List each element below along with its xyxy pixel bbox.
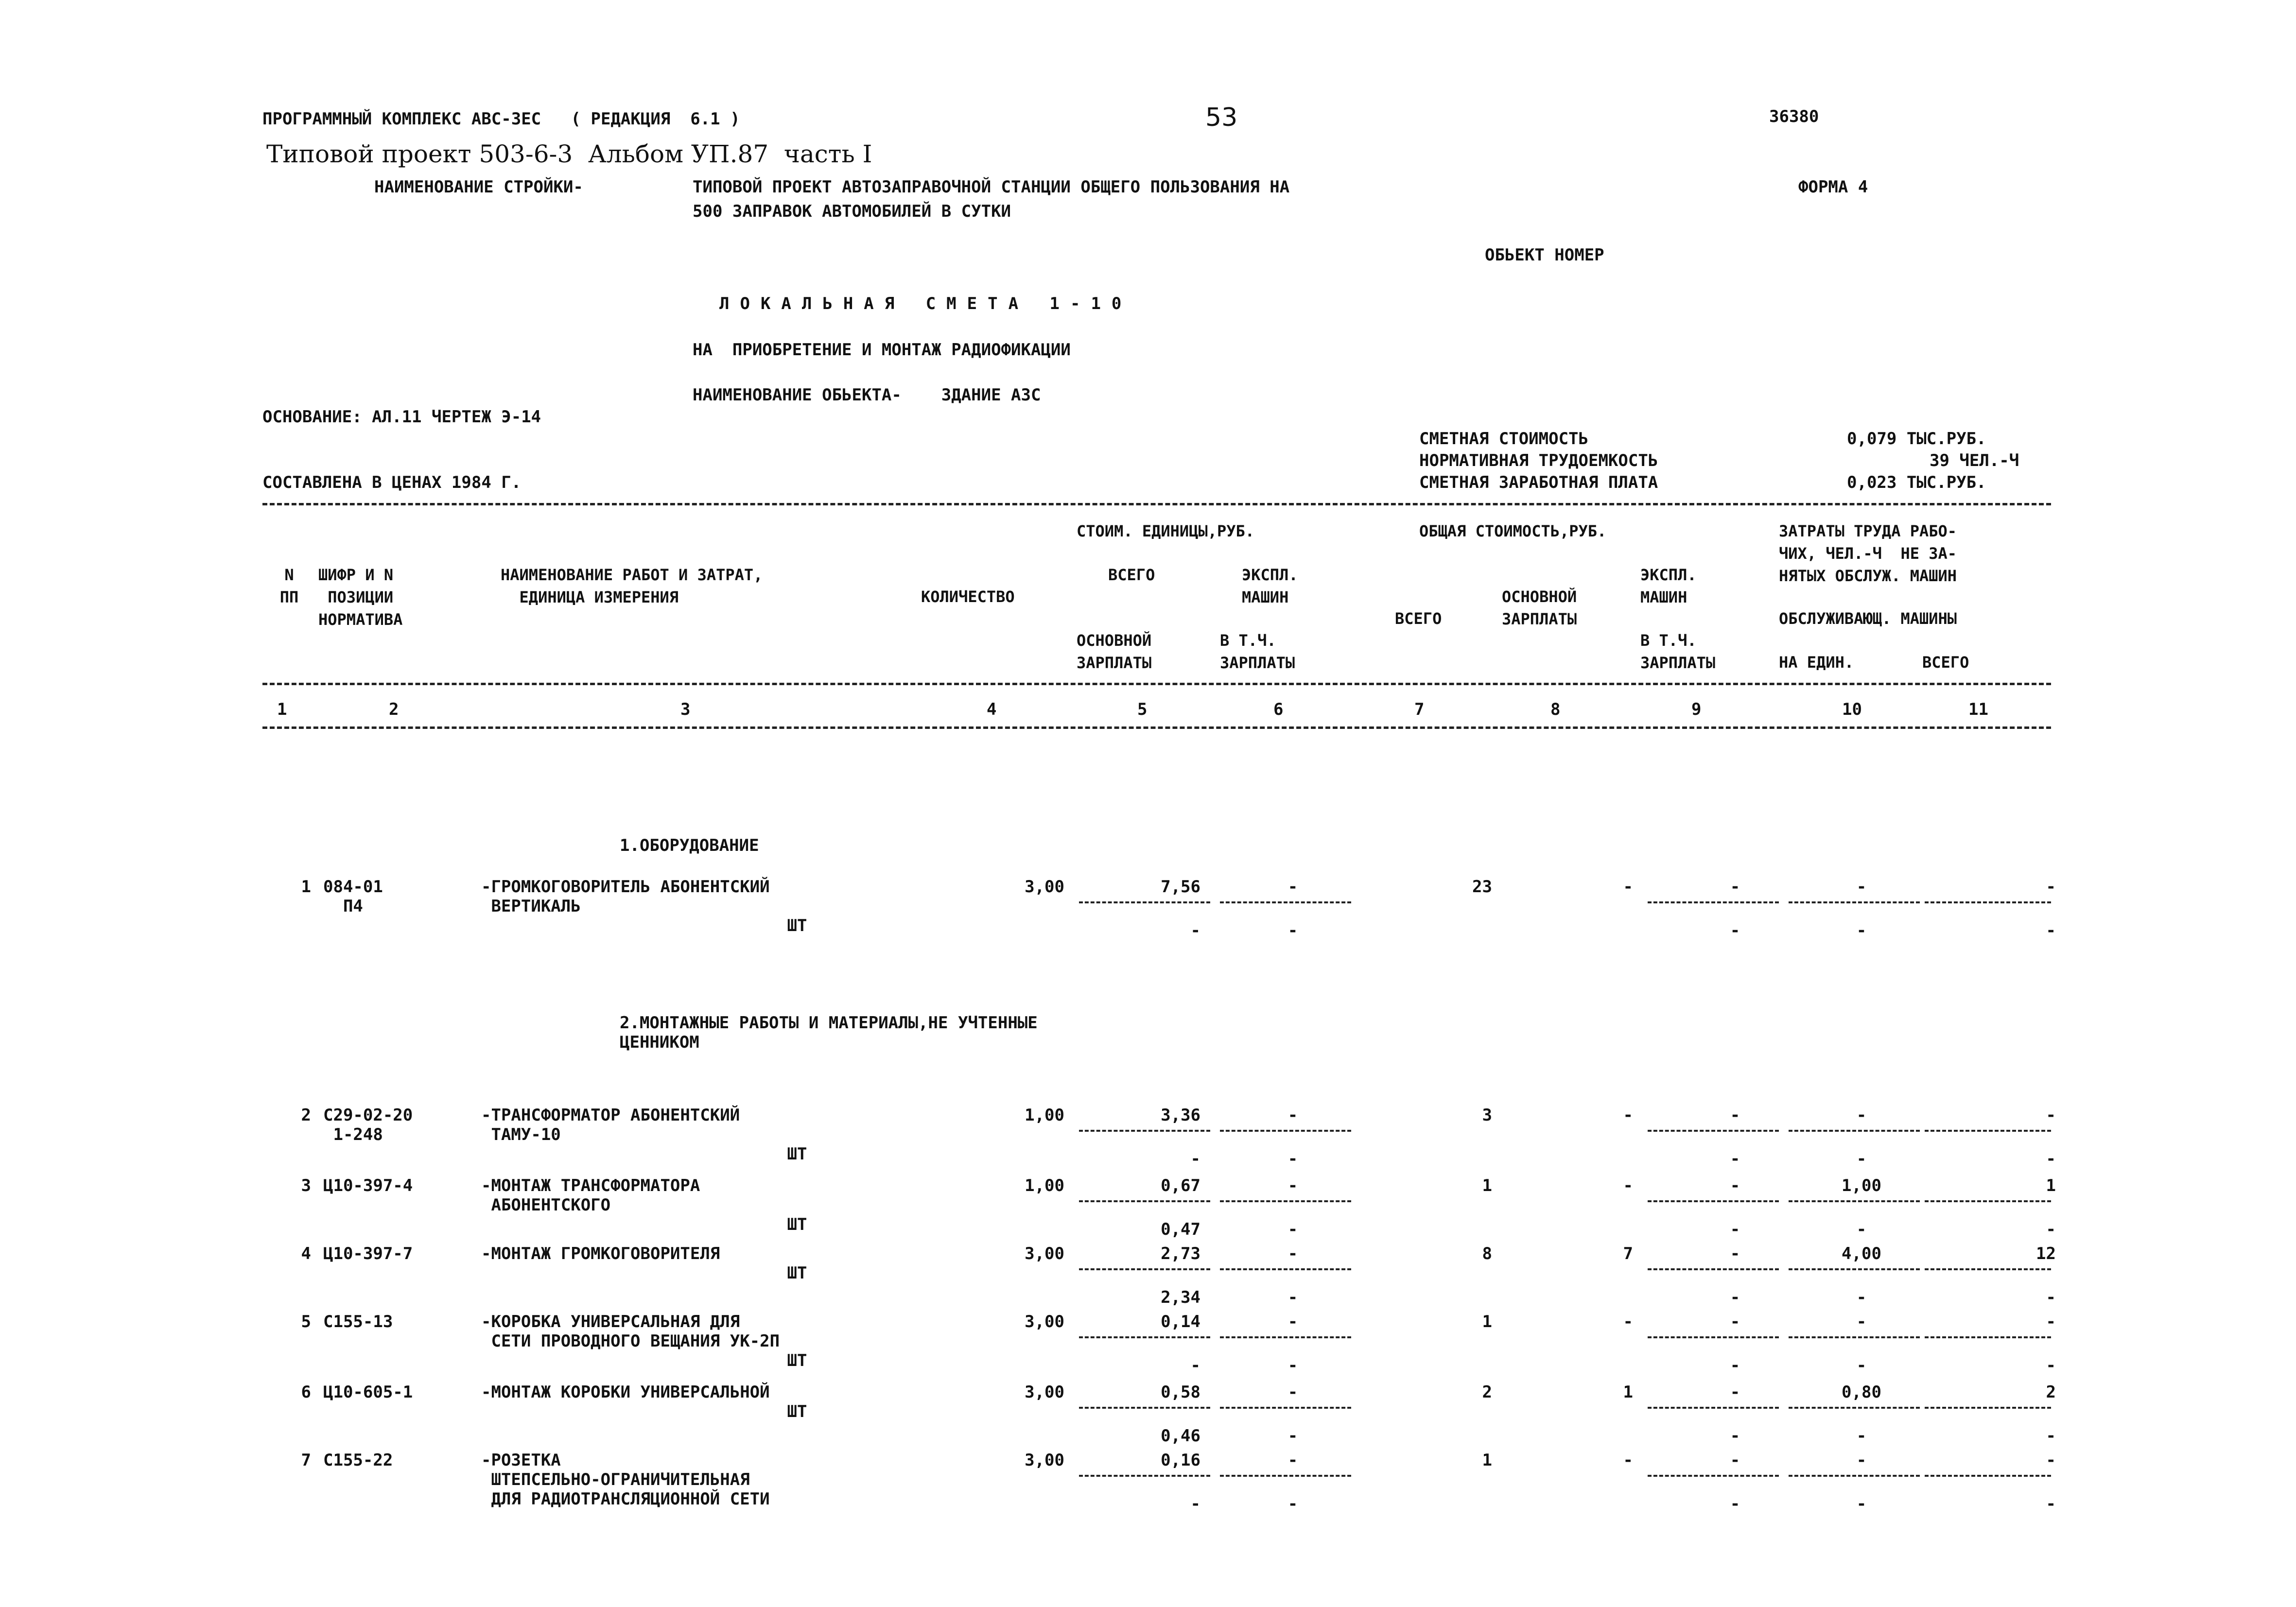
estimate-subtitle: НА ПРИОБРЕТЕНИЕ И МОНТАЖ РАДИОФИКАЦИИ [693, 340, 1071, 360]
row-unit-total: 0,16 [1161, 1451, 1200, 1470]
header-col-per-unit: НА ЕДИН. [1779, 653, 1854, 672]
column-number: 9 [1691, 700, 1702, 719]
column-number-rule [262, 726, 2051, 729]
header-col-unit-wage: ОСНОВНОЙ ЗАРПЛАТЫ [1077, 631, 1152, 672]
cell-divider [1220, 1130, 1351, 1132]
cell-divider [1789, 1268, 1920, 1270]
row-quantity: 3,00 [1025, 1244, 1064, 1263]
construction-name-1: ТИПОВОЙ ПРОЕКТ АВТОЗАПРАВОЧНОЙ СТАНЦИИ ОБЩЕГО ПОЛЬЗОВАНИЯ НА [693, 177, 1290, 197]
row-labor-sub: - [1856, 1494, 1867, 1514]
header-col-code: ШИФР И N ПОЗИЦИИ НОРМАТИВА [318, 566, 403, 629]
row-labor-total: - [2046, 1451, 2056, 1470]
cell-divider [1220, 1200, 1351, 1202]
row-unit-wage: 0,47 [1161, 1220, 1200, 1239]
row-labor-per-unit: 0,80 [1842, 1382, 1881, 1402]
row-total-wage: - [1623, 1176, 1633, 1195]
cell-divider [1789, 1336, 1920, 1338]
construction-name-2: 500 ЗАПРАВОК АВТОМОБИЛЕЙ В СУТКИ [693, 202, 1011, 221]
header-col-unit-incl: В Т.Ч. ЗАРПЛАТЫ [1220, 631, 1295, 672]
cell-divider [1079, 1268, 1210, 1270]
row-labor-total: - [2046, 1312, 2056, 1331]
form-label: ФОРМА 4 [1798, 177, 1868, 197]
header-col-total-cost: ОБЩАЯ СТОИМОСТЬ,РУБ. [1419, 522, 1607, 540]
row-quantity: 3,00 [1025, 1312, 1064, 1331]
header-col-all: ВСЕГО [1922, 653, 1969, 672]
cell-divider [1648, 1268, 1779, 1270]
cell-divider [1079, 1475, 1210, 1477]
cell-divider [1079, 1336, 1210, 1338]
cell-divider [1789, 1200, 1920, 1202]
row-unit-total: 3,36 [1161, 1106, 1200, 1125]
header-col-total-incl: В Т.Ч. ЗАРПЛАТЫ [1640, 631, 1716, 672]
header-col-total-all: ВСЕГО [1395, 609, 1442, 628]
header-col-labor: ЗАТРАТЫ ТРУДА РАБО- ЧИХ, ЧЕЛ.-Ч НЕ ЗА- НЯТЫХ ОБСЛУЖ. МАШИН [1779, 522, 1957, 585]
cell-divider [1079, 1130, 1210, 1132]
row-total-wage: 1 [1623, 1382, 1633, 1402]
row-labor-sub: - [1856, 1288, 1867, 1307]
row-total-machine: - [1730, 1244, 1740, 1263]
row-total-machine: - [1730, 1382, 1740, 1402]
row-number: 6 [301, 1382, 311, 1402]
cell-divider [1220, 1475, 1351, 1477]
cell-divider [1789, 901, 1920, 903]
row-code: 084-01 П4 [323, 877, 383, 916]
header-col-n: N ПП [279, 566, 299, 606]
row-labor-sub: - [1856, 1426, 1867, 1446]
cell-divider [1925, 901, 2051, 903]
row-unit-incl: - [1287, 1288, 1298, 1307]
row-code: С29-02-20 1-248 [323, 1106, 413, 1144]
column-number: 11 [1968, 700, 1988, 719]
prices-year: СОСТАВЛЕНА В ЦЕНАХ 1984 Г. [262, 473, 522, 492]
row-total-incl: - [1730, 1356, 1740, 1375]
row-total-incl: - [1730, 1288, 1740, 1307]
row-code: С155-22 [323, 1451, 393, 1470]
row-labor-total: - [2046, 1106, 2056, 1125]
row-total-incl: - [1730, 1494, 1740, 1514]
row-labor-sub: - [1856, 1149, 1867, 1169]
row-labor-total-sub: - [2046, 1220, 2056, 1239]
row-labor-total-sub: - [2046, 921, 2056, 940]
column-number: 10 [1842, 700, 1862, 719]
column-number: 4 [987, 700, 997, 719]
cell-divider [1220, 1268, 1351, 1270]
row-unit-total: 0,67 [1161, 1176, 1200, 1195]
row-labor-per-unit: 1,00 [1842, 1176, 1881, 1195]
row-name: -МОНТАЖ КОРОБКИ УНИВЕРСАЛЬНОЙ [481, 1382, 770, 1402]
row-total: 1 [1482, 1176, 1492, 1195]
object-name: НАИМЕНОВАНИЕ ОБЬЕКТА- ЗДАНИЕ АЗС [693, 385, 1041, 405]
row-number: 3 [301, 1176, 311, 1195]
row-unit-incl: - [1287, 1494, 1298, 1514]
header-bottom-rule [262, 683, 2051, 685]
row-total-wage: - [1623, 1106, 1633, 1125]
cell-divider [1079, 901, 1210, 903]
row-name: -РОЗЕТКА ШТЕПСЕЛЬНО-ОГРАНИЧИТЕЛЬНАЯ ДЛЯ РАДИОТРАНСЛЯЦИОННОЙ СЕТИ [481, 1451, 770, 1509]
row-labor-total: 1 [2046, 1176, 2056, 1195]
row-total-incl: - [1730, 921, 1740, 940]
page-number: 53 [1205, 103, 1238, 132]
cell-divider [1925, 1130, 2051, 1132]
row-unit: ШТ [787, 916, 807, 935]
cell-divider [1079, 1407, 1210, 1409]
row-quantity: 3,00 [1025, 1451, 1064, 1470]
cell-divider [1648, 1475, 1779, 1477]
cell-divider [1789, 1475, 1920, 1477]
header-col-name: НАИМЕНОВАНИЕ РАБОТ И ЗАТРАТ, ЕДИНИЦА ИЗМЕРЕНИЯ [501, 566, 763, 606]
summary-value-wage: 0,023 ТЫС.РУБ. [1847, 473, 1986, 492]
cell-divider [1925, 1475, 2051, 1477]
cell-divider [1220, 901, 1351, 903]
row-total-machine: - [1730, 877, 1740, 897]
row-number: 2 [301, 1106, 311, 1125]
row-number: 1 [301, 877, 311, 897]
row-number: 5 [301, 1312, 311, 1331]
row-quantity: 1,00 [1025, 1106, 1064, 1125]
summary-value-labor: 39 ЧЕЛ.-Ч [1930, 451, 2019, 470]
row-unit-wage: - [1190, 1149, 1200, 1169]
cell-divider [1925, 1200, 2051, 1202]
cell-divider [1648, 1407, 1779, 1409]
row-quantity: 3,00 [1025, 877, 1064, 897]
row-unit-machine: - [1287, 1312, 1298, 1331]
cell-divider [1925, 1268, 2051, 1270]
row-unit-wage: - [1190, 1356, 1200, 1375]
row-unit-total: 0,14 [1161, 1312, 1200, 1331]
cell-divider [1648, 1130, 1779, 1132]
row-total-incl: - [1730, 1220, 1740, 1239]
summary-label-wage: СМЕТНАЯ ЗАРАБОТНАЯ ПЛАТА [1419, 473, 1658, 492]
row-unit-wage: - [1190, 1494, 1200, 1514]
row-unit: ШТ [787, 1215, 807, 1234]
column-number: 7 [1414, 700, 1425, 719]
row-total-machine: - [1730, 1312, 1740, 1331]
column-number: 3 [680, 700, 691, 719]
row-labor-per-unit: - [1856, 1106, 1867, 1125]
column-number: 5 [1137, 700, 1148, 719]
row-unit-wage: 2,34 [1161, 1288, 1200, 1307]
estimate-title: ЛОКАЛЬНАЯ СМЕТА 1-10 [719, 294, 1132, 313]
section-title: 1.ОБОРУДОВАНИЕ [620, 836, 759, 855]
row-quantity: 3,00 [1025, 1382, 1064, 1402]
column-number: 8 [1550, 700, 1561, 719]
row-labor-total: - [2046, 877, 2056, 897]
object-number: ОБЬЕКТ НОМЕР [1485, 245, 1604, 265]
row-total-machine: - [1730, 1106, 1740, 1125]
header-col-labor-2: ОБСЛУЖИВАЮЩ. МАШИНЫ [1779, 609, 1957, 628]
row-name: -ГРОМКОГОВОРИТЕЛЬ АБОНЕНТСКИЙ ВЕРТИКАЛЬ [481, 877, 770, 916]
row-total-wage: - [1623, 877, 1633, 897]
table-top-rule [262, 503, 2051, 505]
row-total-incl: - [1730, 1149, 1740, 1169]
row-unit: ШТ [787, 1402, 807, 1421]
row-unit-machine: - [1287, 1451, 1298, 1470]
row-unit-incl: - [1287, 1356, 1298, 1375]
row-code: Ц10-397-4 [323, 1176, 413, 1195]
construction-label: НАИМЕНОВАНИЕ СТРОЙКИ- [374, 177, 583, 197]
row-unit: ШТ [787, 1144, 807, 1164]
row-total: 1 [1482, 1451, 1492, 1470]
header-col-unit-total: ВСЕГО [1108, 566, 1155, 584]
row-total-machine: - [1730, 1451, 1740, 1470]
row-total: 1 [1482, 1312, 1492, 1331]
row-labor-per-unit: - [1856, 877, 1867, 897]
row-unit-incl: - [1287, 921, 1298, 940]
column-number: 2 [389, 700, 399, 719]
cell-divider [1220, 1336, 1351, 1338]
header-col-total-wage: ОСНОВНОЙ ЗАРПЛАТЫ [1502, 588, 1577, 628]
row-total-wage: - [1623, 1451, 1633, 1470]
row-labor-per-unit: - [1856, 1312, 1867, 1331]
row-name: -ТРАНСФОРМАТОР АБОНЕНТСКИЙ ТАМУ-10 [481, 1106, 740, 1144]
row-unit-machine: - [1287, 1382, 1298, 1402]
row-code: Ц10-605-1 [323, 1382, 413, 1402]
cell-divider [1925, 1407, 2051, 1409]
row-total-machine: - [1730, 1176, 1740, 1195]
row-unit-wage: 0,46 [1161, 1426, 1200, 1446]
column-number: 1 [277, 700, 287, 719]
row-unit-incl: - [1287, 1220, 1298, 1239]
row-unit-machine: - [1287, 1106, 1298, 1125]
summary-label-cost: СМЕТНАЯ СТОИМОСТЬ [1419, 429, 1588, 449]
row-unit-incl: - [1287, 1149, 1298, 1169]
row-code: Ц10-397-7 [323, 1244, 413, 1263]
row-unit-machine: - [1287, 1176, 1298, 1195]
cell-divider [1648, 1336, 1779, 1338]
header-col-unit-cost: СТОИМ. ЕДИНИЦЫ,РУБ. [1077, 522, 1255, 540]
row-labor-total-sub: - [2046, 1149, 2056, 1169]
row-labor-sub: - [1856, 1356, 1867, 1375]
row-labor-sub: - [1856, 1220, 1867, 1239]
row-code: С155-13 [323, 1312, 393, 1331]
row-number: 4 [301, 1244, 311, 1263]
row-total: 8 [1482, 1244, 1492, 1263]
row-total-incl: - [1730, 1426, 1740, 1446]
cell-divider [1648, 901, 1779, 903]
row-unit-total: 2,73 [1161, 1244, 1200, 1263]
row-unit-total: 0,58 [1161, 1382, 1200, 1402]
row-name: -МОНТАЖ ТРАНСФОРМАТОРА АБОНЕНТСКОГО [481, 1176, 700, 1215]
section-title: 2.МОНТАЖНЫЕ РАБОТЫ И МАТЕРИАЛЫ,НЕ УЧТЕННЫЕ ЦЕННИКОМ [620, 1013, 1038, 1052]
row-total: 23 [1472, 877, 1492, 897]
basis: ОСНОВАНИЕ: АЛ.11 ЧЕРТЕЖ Э-14 [262, 407, 541, 427]
row-labor-total-sub: - [2046, 1288, 2056, 1307]
row-unit: ШТ [787, 1263, 807, 1283]
row-number: 7 [301, 1451, 311, 1470]
cell-divider [1789, 1130, 1920, 1132]
summary-label-labor: НОРМАТИВНАЯ ТРУДОЕМКОСТЬ [1419, 451, 1658, 470]
cell-divider [1789, 1407, 1920, 1409]
row-labor-total-sub: - [2046, 1426, 2056, 1446]
column-number: 6 [1273, 700, 1284, 719]
header-col-qty: КОЛИЧЕСТВО [921, 588, 1015, 606]
row-unit: ШТ [787, 1351, 807, 1370]
row-labor-total-sub: - [2046, 1494, 2056, 1514]
row-labor-per-unit: 4,00 [1842, 1244, 1881, 1263]
row-labor-sub: - [1856, 921, 1867, 940]
cell-divider [1648, 1200, 1779, 1202]
row-unit-incl: - [1287, 1426, 1298, 1446]
row-total-wage: 7 [1623, 1244, 1633, 1263]
cell-divider [1925, 1336, 2051, 1338]
row-unit-machine: - [1287, 877, 1298, 897]
row-labor-total: 2 [2046, 1382, 2056, 1402]
header-col-total-machine: ЭКСПЛ. МАШИН [1640, 566, 1697, 606]
cell-divider [1220, 1407, 1351, 1409]
row-name: -КОРОБКА УНИВЕРСАЛЬНАЯ ДЛЯ СЕТИ ПРОВОДНОГО ВЕЩАНИЯ УК-2П [481, 1312, 780, 1351]
row-labor-total-sub: - [2046, 1356, 2056, 1375]
document-code: 36380 [1769, 107, 1819, 126]
row-unit-wage: - [1190, 921, 1200, 940]
row-total-wage: - [1623, 1312, 1633, 1331]
project-line: Типовой проект 503-6-3 Альбом УП.87 часть I [266, 140, 872, 168]
header-col-unit-machine: ЭКСПЛ. МАШИН [1242, 566, 1298, 606]
row-labor-per-unit: - [1856, 1451, 1867, 1470]
row-quantity: 1,00 [1025, 1176, 1064, 1195]
program-line: ПРОГРАММНЫЙ КОМПЛЕКС АВС-3ЕС ( РЕДАКЦИЯ 6.1 ) [262, 109, 740, 129]
row-name: -МОНТАЖ ГРОМКОГОВОРИТЕЛЯ [481, 1244, 720, 1263]
row-unit-machine: - [1287, 1244, 1298, 1263]
row-total: 3 [1482, 1106, 1492, 1125]
row-labor-total: 12 [2036, 1244, 2056, 1263]
summary-value-cost: 0,079 ТЫС.РУБ. [1847, 429, 1986, 449]
cell-divider [1079, 1200, 1210, 1202]
row-unit-total: 7,56 [1161, 877, 1200, 897]
row-total: 2 [1482, 1382, 1492, 1402]
